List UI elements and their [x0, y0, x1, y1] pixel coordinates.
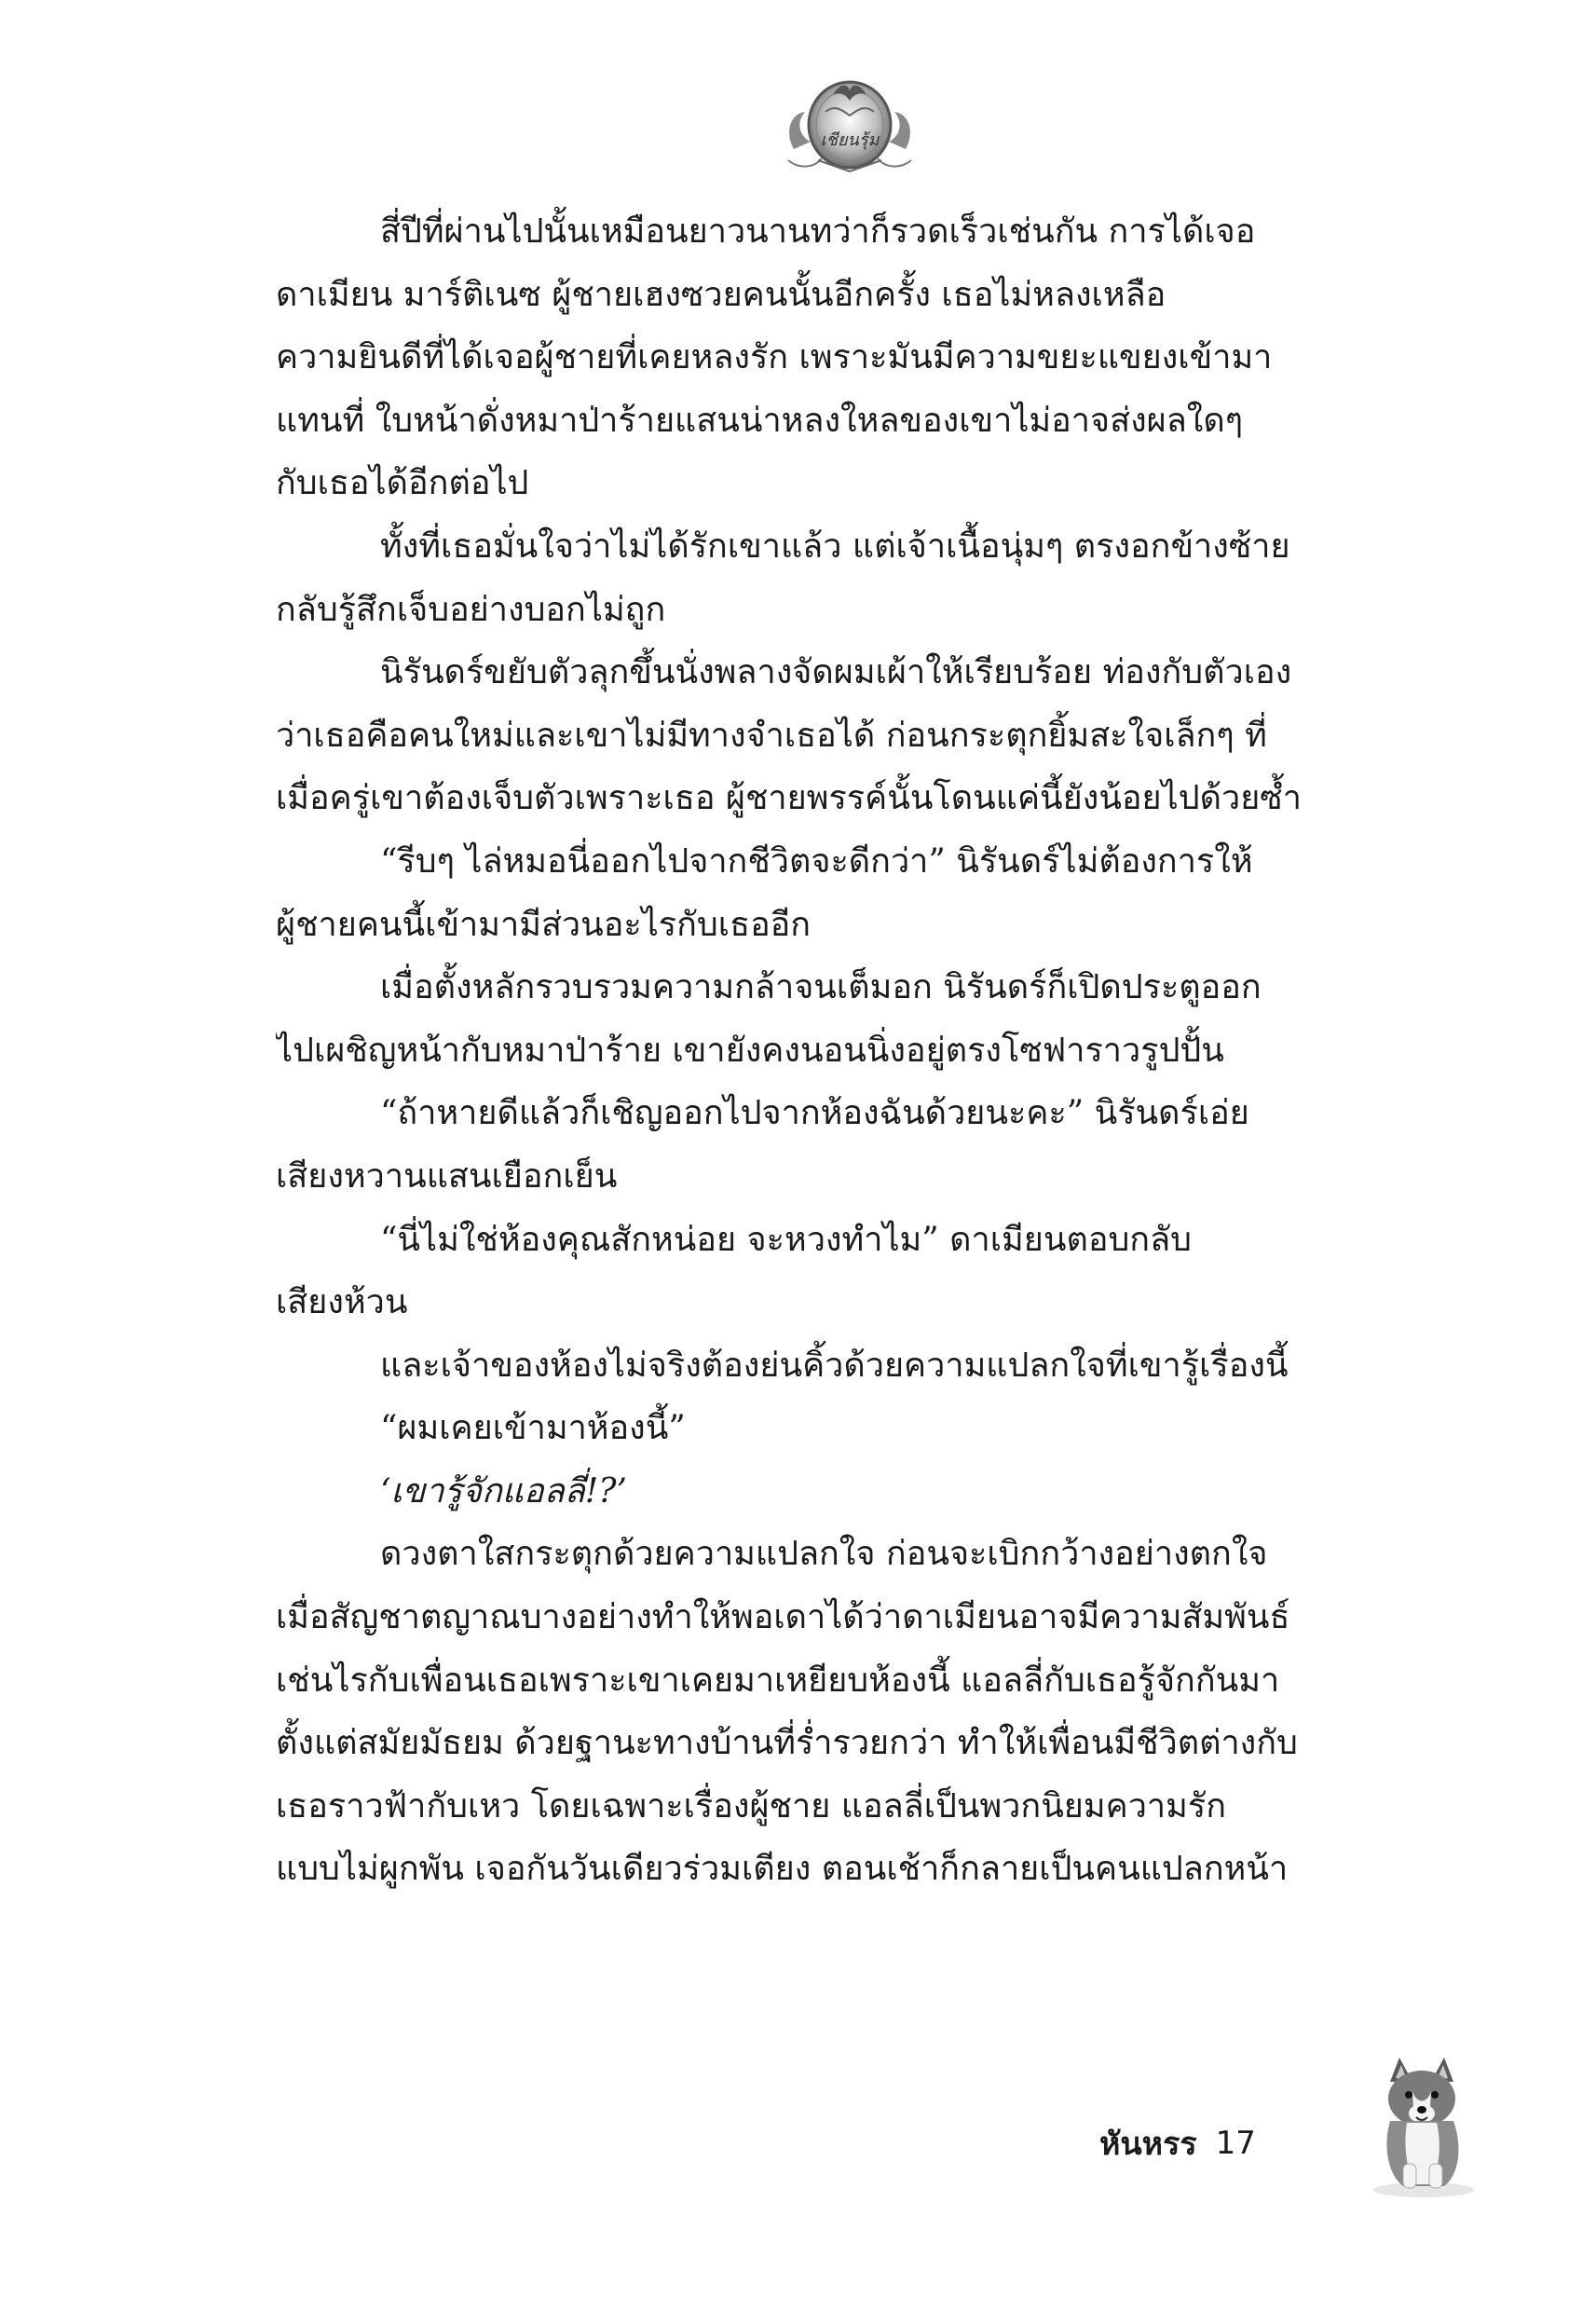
corgi-dog-icon	[1362, 2054, 1480, 2199]
text-line: ว่าเธอคือคนใหม่และเขาไม่มีทางจำเธอได้ ก่อนกระตุกยิ้มสะใจเล็กๆ ที่	[276, 716, 1267, 755]
text-line: ความยินดีที่ได้เจอผู้ชายที่เคยหลงรัก เพราะมันมีความขยะแขยงเข้ามา	[276, 338, 1273, 377]
page-footer	[1099, 2115, 1256, 2171]
text-line: แบบไม่ผูกพัน เจอกันวันเดียวร่วมเตียง ตอนเช้าก็กลายเป็นคนแปลกหน้า	[276, 1850, 1289, 1889]
text-line: กลับรู้สึกเจ็บอย่างบอกไม่ถูก	[276, 590, 666, 629]
text-line: “ผมเคยเข้ามาห้องนี้”	[380, 1409, 686, 1448]
text-line: ‘เขารู้จักแอลลี่!?’	[380, 1471, 627, 1511]
text-line: “ถ้าหายดีแล้วก็เชิญออกไปจากห้องฉันด้วยนะคะ” นิรันดร์เอ่ย	[380, 1094, 1249, 1133]
text-line: สี่ปีที่ผ่านไปนั้นเหมือนยาวนานทว่าก็รวดเร็วเช่นกัน การได้เจอ	[380, 212, 1256, 251]
text-line: ทั้งที่เธอมั่นใจว่าไม่ได้รักเขาแล้ว แต่เจ้าเนื้อนุ่มๆ ตรงอกข้างซ้าย	[380, 526, 1290, 566]
body-text	[276, 200, 1431, 1901]
text-line: และเจ้าของห้องไม่จริงต้องย่นคิ้วด้วยความแปลกใจที่เขารู้เรื่องนี้	[380, 1346, 1289, 1385]
text-line: เสียงห้วน	[276, 1283, 408, 1322]
text-line: เมื่อสัญชาตญาณบางอย่างทำให้พอเดาได้ว่าดาเมียนอาจมีความสัมพันธ์	[276, 1598, 1290, 1637]
ornamental-crest-icon	[781, 67, 919, 177]
text-line: ตั้งแต่สมัยมัธยม ด้วยฐานะทางบ้านที่ร่ำรวยกว่า ทำให้เพื่อนมีชีวิตต่างกับ	[276, 1724, 1298, 1763]
text-line: เช่นไรกับเพื่อนเธอเพราะเขาเคยมาเหยียบห้องนี้ แอลลี่กับเธอรู้จักกันมา	[276, 1661, 1280, 1700]
svg-text:เชียนรุ้ม: เชียนรุ้ม	[820, 130, 880, 150]
text-line: เธอราวฟ้ากับเหว โดยเฉพาะเรื่องผู้ชาย แอลลี่เป็นพวกนิยมความรัก	[276, 1786, 1227, 1826]
text-line: “นี่ไม่ใช่ห้องคุณสักหน่อย จะหวงทำไม” ดาเมียนตอบกลับ	[380, 1220, 1193, 1259]
text-line: เมื่อครู่เขาต้องเจ็บตัวเพราะเธอ ผู้ชายพรรค์นั้นโดนแค่นี้ยังน้อยไปด้วยซ้ำ	[276, 779, 1302, 818]
text-line: นิรันดร์ขยับตัวลุกขึ้นนั่งพลางจัดผมเผ้าให้เรียบร้อย ท่องกับตัวเอง	[380, 653, 1292, 692]
book-title: หันหรร	[1099, 2126, 1197, 2163]
text-line: ผู้ชายคนนี้เข้ามามีส่วนอะไรกับเธออีก	[276, 905, 812, 944]
text-line: เมื่อตั้งหลักรวบรวมความกล้าจนเต็มอก นิรันดร์ก็เปิดประตูออก	[380, 968, 1262, 1007]
text-line: ดาเมียน มาร์ติเนซ ผู้ชายเฮงซวยคนนั้นอีกครั้ง เธอไม่หลงเหลือ	[276, 275, 1166, 314]
text-line: ไปเผชิญหน้ากับหมาป่าร้าย เขายังคงนอนนิ่งอยู่ตรงโซฟาราวรูปปั้น	[276, 1031, 1224, 1070]
text-line: แทนที่ ใบหน้าดั่งหมาป่าร้ายแสนน่าหลงใหลของเขาไม่อาจส่งผลใดๆ	[276, 401, 1244, 440]
text-line: “รีบๆ ไล่หมอนี่ออกไปจากชีวิตจะดีกว่า” นิรันดร์ไม่ต้องการให้	[380, 841, 1253, 881]
text-line: เสียงหวานแสนเยือกเย็น	[276, 1156, 618, 1196]
page-number: 17	[1215, 2125, 1256, 2162]
text-line: ดวงตาใสกระตุกด้วยความแปลกใจ ก่อนจะเบิกกว้างอย่างตกใจ	[380, 1535, 1268, 1574]
text-line: กับเธอได้อีกต่อไป	[276, 464, 529, 503]
